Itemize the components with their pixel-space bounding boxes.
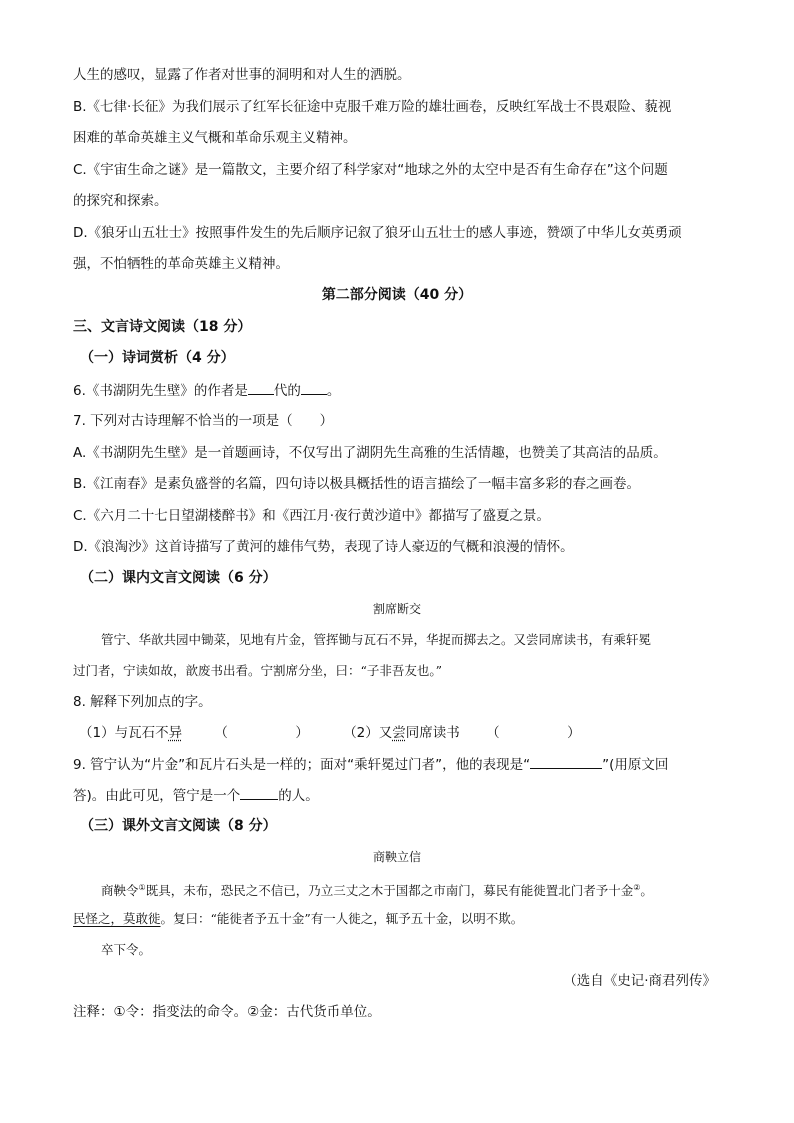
q6-suffix: 。 (326, 383, 341, 399)
q6-blank-1[interactable] (248, 381, 274, 395)
passage2-line1-b: 既具，未布，恐民之不信已，乃立三丈之木于国都之市南门，募民有能徙置北门者予十金 (145, 883, 634, 899)
q9-part4: 的人。 (278, 788, 319, 804)
note-marker-2: ② (633, 883, 641, 892)
q9-part1: 9. 管宁认为“片金”和瓦片石头是一样的；面对“乘轩冕过门者”，他的表现是“ (73, 757, 531, 773)
passage2-line2 (73, 910, 523, 928)
q6-blank-2[interactable] (301, 381, 327, 395)
passage1-title: 割席断交 (372, 602, 421, 616)
q7-option-c: C.《六月二十七日望湖楼醉书》和《西江月·夜行黄沙道中》都描写了盛夏之景。 (73, 508, 551, 524)
q6-prefix: 6.《书湖阴先生壁》的作者是 (73, 383, 248, 399)
q9-part3: 答)。由此可见，管宁是一个 (73, 788, 241, 804)
q6-mid: 代的 (273, 383, 301, 399)
q7-option-d: D.《浪淘沙》这首诗描写了黄河的雄伟气势，表现了诗人豪迈的气概和浪漫的情怀。 (73, 539, 574, 555)
option-c-line2: 的探究和探索。 (73, 193, 168, 209)
option-b-line1: B.《七律·长征》为我们展示了红军长征途中克服千难万险的雄壮画卷，反映红军战士不畏艰险、藐视 (73, 99, 672, 115)
sub2-title: （二）课内文言文阅读（6 分） (80, 570, 277, 586)
passage1-line2: 过门者，宁读如故，歆废书出看。宁割席分坐，曰：“子非吾友也。” (73, 663, 443, 678)
part2-title: 第二部分阅读（40 分） (321, 287, 473, 303)
option-b-line2: 困难的革命英雄主义气概和革命乐观主义精神。 (73, 130, 357, 146)
option-a-continuation: 人生的感叹，显露了作者对世事的洞明和对人生的洒脱。 (73, 67, 411, 83)
passage2-underlined-phrase: 民怪之，莫敢徙 (73, 911, 161, 926)
passage2-line3: 卒下令。 (101, 942, 152, 957)
passage2-title: 商鞅立信 (372, 850, 421, 864)
passage2-line1 (101, 879, 653, 900)
q7-option-a: A.《书湖阴先生壁》是一首题画诗，不仅写出了湖阴先生高雅的生活情趣，也赞美了其高洁的品质。 (73, 445, 667, 461)
passage1-line1: 管宁、华歆共园中锄菜，见地有片金，管挥锄与瓦石不异，华捉而掷去之。又尝同席读书，有乘轩冕 (101, 632, 652, 647)
passage2-line2-rest: 。复曰：“能徙者予五十金”有一人徙之，辄予五十金，以明不欺。 (160, 911, 524, 926)
note-marker-1: ① (138, 883, 146, 892)
option-c-line1: C.《宇宙生命之谜》是一篇散文，主要介绍了科学家对“地球之外的太空中是否有生命存在”这个问题 (73, 162, 668, 178)
question-9-line1 (73, 755, 668, 774)
q9-blank-1[interactable] (530, 755, 602, 769)
q8-item2-answer[interactable]: （ ） (486, 725, 581, 741)
question-9-line2 (73, 786, 319, 805)
option-d-line2: 强，不怕牺牲的革命英雄主义精神。 (73, 256, 289, 272)
q8-item1-dotted-char: 异 (168, 725, 183, 741)
passage2-notes: 注释：①令：指变法的命令。②金：古代货币单位。 (73, 1004, 381, 1020)
question-7-stem: 7. 下列对古诗理解不恰当的一项是（ ） (73, 413, 334, 429)
question-8-stem: 8. 解释下列加点的字。 (73, 694, 212, 710)
passage2-line1-c: 。 (640, 883, 653, 899)
passage2-source: （选自《史记·商君列传》 (563, 973, 716, 989)
q9-part2: ”(用原文回 (602, 757, 669, 773)
question-6 (73, 381, 340, 400)
q8-item2-dotted-char: 尝 (392, 725, 406, 741)
passage2-line1-a: 商鞅令 (101, 883, 139, 899)
sub1-title: （一）诗词赏析（4 分） (80, 350, 235, 366)
q8-items (79, 724, 581, 742)
q7-option-b: B.《江南春》是素负盛誉的名篇，四句诗以极具概括性的语言描绘了一幅丰富多彩的春之画卷。 (73, 476, 641, 492)
q8-item2-prefix: （2）又 (343, 725, 393, 741)
q8-item1-prefix: （1）与瓦石不 (79, 725, 169, 741)
q9-blank-2[interactable] (240, 786, 278, 800)
q8-item1-answer[interactable]: （ ） (214, 725, 309, 741)
section3-title: 三、文言诗文阅读（18 分） (73, 319, 252, 335)
sub3-title: （三）课外文言文阅读（8 分） (80, 818, 277, 834)
q8-item2-suffix: 同席读书 (405, 725, 460, 741)
option-d-line1: D.《狼牙山五壮士》按照事件发生的先后顺序记叙了狼牙山五壮士的感人事迹，赞颂了中华儿女英勇顽 (73, 225, 682, 241)
